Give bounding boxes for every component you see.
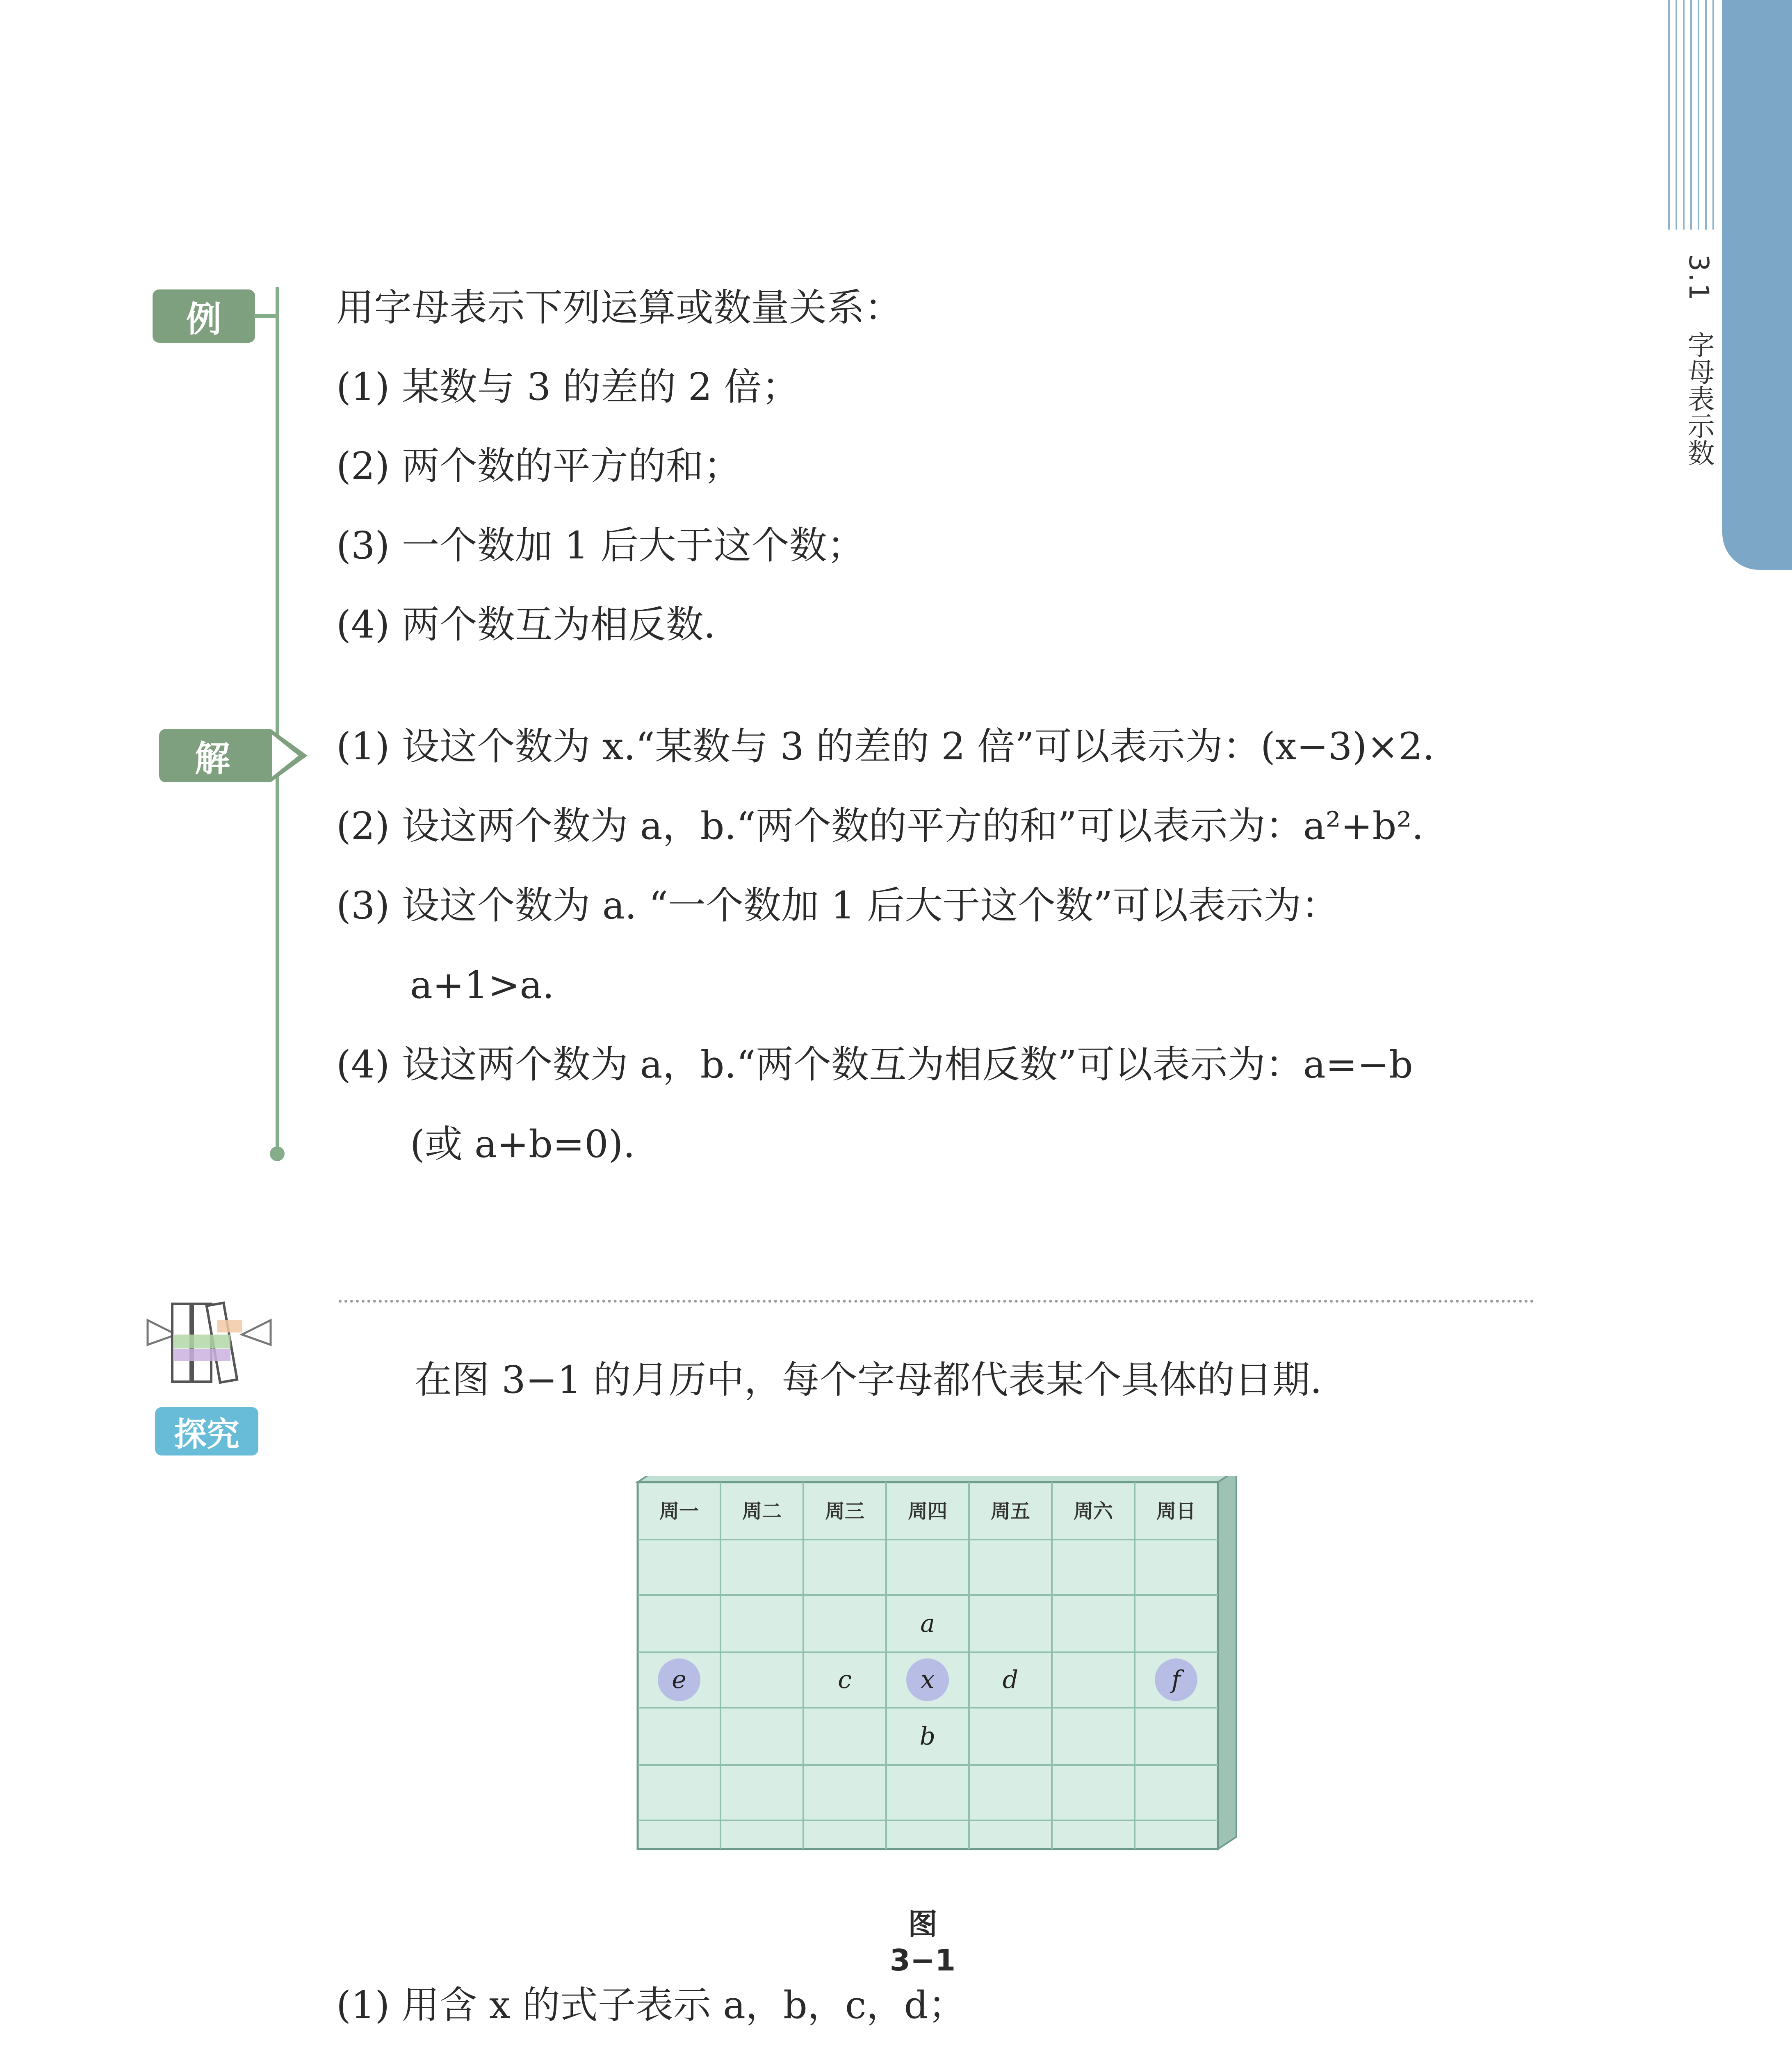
- example-rule: [276, 287, 279, 1155]
- cell-x: x: [921, 1665, 935, 1694]
- cell-f: f: [1171, 1665, 1181, 1694]
- solution-line-4: (4) 设这两个数为 a，b.“两个数互为相反数”可以表示为：a=−b: [336, 1043, 1413, 1086]
- weekday-thu: 周四: [907, 1500, 948, 1523]
- solution-line-2: (2) 设这两个数为 a，b.“两个数的平方的和”可以表示为：a²+b².: [336, 804, 1424, 848]
- explore-divider-top: [339, 1300, 1534, 1303]
- solution-line-3: (3) 设这个数为 a. “一个数加 1 后大于这个数”可以表示为：: [336, 884, 1339, 927]
- section-title: 字母表示数: [1683, 330, 1714, 466]
- weekday-tue: 周二: [742, 1500, 782, 1523]
- cell-d: d: [1002, 1665, 1019, 1694]
- side-tab-stripes: [1665, 0, 1722, 262]
- weekday-sun: 周日: [1156, 1500, 1196, 1523]
- side-tab-label: [1671, 254, 1712, 466]
- explore-intro: 在图 3−1 的月历中，每个字母都代表某个具体的日期.: [414, 1358, 1322, 1402]
- section-number: 3.1: [1683, 254, 1714, 302]
- calendar-figure: [632, 1476, 1238, 1855]
- explore-badge: 探究: [155, 1407, 258, 1456]
- cell-c: c: [838, 1665, 852, 1694]
- side-tab: [1722, 0, 1792, 570]
- solution-badge: 解: [159, 729, 266, 782]
- cell-a: a: [920, 1609, 935, 1638]
- example-intro: 用字母表示下列运算或数量关系：: [336, 286, 903, 330]
- example-item-4: (4) 两个数互为相反数.: [336, 603, 716, 647]
- solution-arrow-icon: [262, 729, 312, 782]
- figure-caption: 图 3−1: [889, 1907, 956, 1977]
- example-badge-connector: [254, 314, 277, 318]
- example-item-1: (1) 某数与 3 的差的 2 倍；: [336, 365, 800, 409]
- books-icon: [144, 1296, 275, 1394]
- solution-line-4-cont: (或 a+b=0).: [410, 1122, 635, 1166]
- explore-question-1: (1) 用含 x 的式子表示 a，b，c，d；: [336, 1983, 966, 2027]
- solution-line-1: (1) 设这个数为 x.“某数与 3 的差的 2 倍”可以表示为：(x−3)×2.: [336, 724, 1435, 768]
- example-rule-end: [270, 1146, 285, 1161]
- weekday-fri: 周五: [990, 1500, 1031, 1523]
- cell-e: e: [672, 1665, 686, 1694]
- example-item-2: (2) 两个数的平方的和；: [336, 444, 741, 488]
- weekday-wed: 周三: [825, 1500, 865, 1523]
- weekday-sat: 周六: [1073, 1500, 1113, 1523]
- example-badge: 例: [153, 289, 255, 343]
- weekday-mon: 周一: [659, 1500, 699, 1523]
- example-item-3: (3) 一个数加 1 后大于这个数；: [336, 524, 865, 567]
- solution-line-3-cont: a+1>a.: [410, 963, 554, 1007]
- cell-b: b: [919, 1722, 936, 1751]
